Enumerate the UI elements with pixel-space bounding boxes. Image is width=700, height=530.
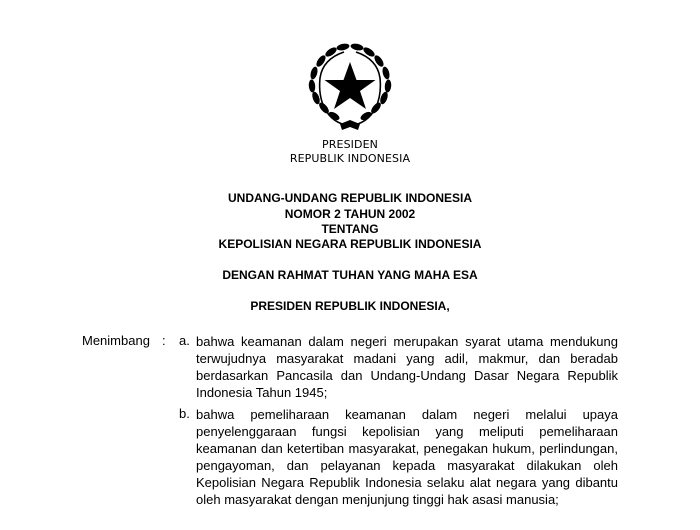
letterhead-republik-indonesia: REPUBLIK INDONESIA <box>289 152 411 165</box>
preamble-president: PRESIDEN REPUBLIK INDONESIA, <box>250 299 450 313</box>
letterhead-presiden: PRESIDEN <box>322 138 378 151</box>
item-a-marker: a. <box>179 333 190 348</box>
title-subject: KEPOLISIAN NEGARA REPUBLIK INDONESIA <box>218 237 482 251</box>
presidential-emblem-icon <box>302 38 398 134</box>
considering-colon: : <box>162 333 166 348</box>
title-law: UNDANG-UNDANG REPUBLIK INDONESIA <box>227 191 472 205</box>
title-about: TENTANG <box>321 222 379 236</box>
item-b-marker: b. <box>179 406 190 421</box>
title-number: NOMOR 2 TAHUN 2002 <box>284 207 416 221</box>
considering-label: Menimbang <box>82 333 150 348</box>
item-b-text: bahwa pemeliharaan keamanan dalam negeri melalui upaya penyelenggaraan fungsi kepolisian yang meliputi pemeliharaan keamanan dan ketertiban masyarakat, penegakan hukum, perlindungan, pengayoman, dan pelayanan kepada masyarakat dilakukan oleh Kepolisian Negara Republik Indonesia selaku alat negara yang dibantu oleh masyarakat dengan menjunjung tinggi hak asasi manusia; <box>196 407 618 507</box>
preamble-blessing: DENGAN RAHMAT TUHAN YANG MAHA ESA <box>222 268 478 282</box>
item-a-text: bahwa keamanan dalam negeri merupakan syarat utama mendukung terwujudnya masyarakat madani yang adil, makmur, dan beradab berdasarkan Pancasila dan Undang-Undang Dasar Negara Republik Indonesia Tahun 1945; <box>196 334 618 400</box>
